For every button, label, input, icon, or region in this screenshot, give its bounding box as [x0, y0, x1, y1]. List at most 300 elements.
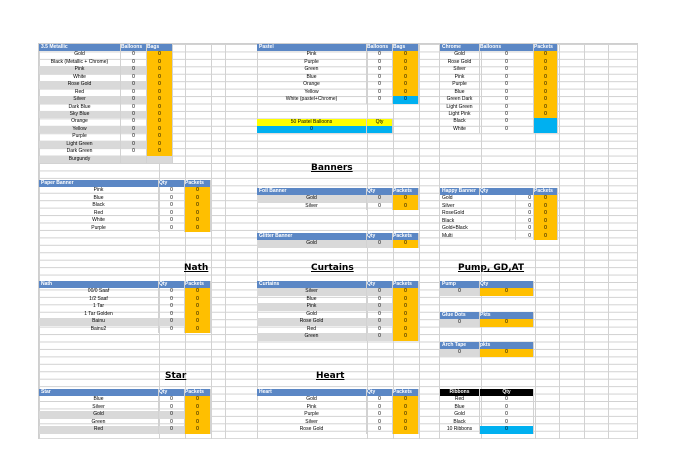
star_table-packets-cell[interactable]: 0 [185, 396, 211, 403]
heart_table-name-cell[interactable]: Rose Gold [257, 426, 367, 433]
heart_table-packets-cell[interactable]: 0 [393, 411, 419, 418]
foil_banner-packets-cell[interactable]: 0 [393, 195, 419, 202]
balloons-name-cell[interactable]: Burgundy [39, 156, 121, 163]
chrome-qty-cell[interactable]: 0 [480, 104, 534, 111]
ribbons-row [440, 411, 534, 418]
balloons-qty-cell[interactable]: 0 [121, 104, 147, 111]
heart_table-packets-cell[interactable]: 0 [393, 404, 419, 411]
nath_table-name-cell[interactable]: 1 Tar Golden [39, 311, 159, 318]
curtains_table-name-cell[interactable]: Red [257, 326, 367, 333]
pastel-header-0: Pastel [257, 44, 367, 51]
star_table-qty-cell[interactable]: 0 [159, 419, 185, 426]
chrome-name-cell[interactable]: Rose Gold [440, 59, 480, 66]
pastel-qty-cell[interactable]: 0 [367, 74, 393, 81]
pastel-packets-cell[interactable]: 0 [393, 96, 419, 103]
ribbons-name-cell[interactable]: 10 Ribbons [440, 426, 480, 433]
happy_banner-row [440, 233, 558, 240]
star-table [39, 389, 211, 434]
chrome-packets-cell[interactable]: 0 [534, 59, 558, 66]
balloons-row [39, 89, 173, 96]
happy_banner-row [440, 210, 558, 217]
balloons-packets-cell[interactable]: 0 [147, 133, 173, 140]
paper_banner-packets-cell[interactable]: 0 [185, 187, 211, 194]
balloons-name-cell[interactable]: Pink [39, 66, 121, 73]
balloons-packets-cell[interactable]: 0 [147, 51, 173, 58]
pastel-name-cell[interactable]: Pink [257, 51, 367, 58]
balloons-row [39, 59, 173, 66]
happy_banner-name-cell[interactable]: Black [440, 218, 516, 225]
glitter_banner-header-0: Glitter Banner [257, 233, 367, 240]
paper_banner-packets-cell[interactable]: 0 [185, 195, 211, 202]
chrome-row [440, 59, 558, 66]
heart_table-name-cell[interactable]: Gold [257, 396, 367, 403]
pastel-packets-cell[interactable]: 0 [393, 66, 419, 73]
star_table-row [39, 426, 211, 433]
ribbons-qty-cell[interactable]: 0 [480, 411, 534, 418]
heart_table-qty-cell[interactable]: 0 [367, 411, 393, 418]
curtains_table-qty-cell[interactable]: 0 [367, 311, 393, 318]
paper_banner-qty-cell[interactable]: 0 [159, 210, 185, 217]
balloons-name-cell[interactable]: Black (Metallic + Chrome) [39, 59, 121, 66]
balloons-qty-cell[interactable] [121, 156, 147, 163]
glitter-banner-table [257, 233, 419, 248]
pastel-qty-cell[interactable]: 0 [367, 66, 393, 73]
ribbons-name-cell[interactable]: Red [440, 396, 480, 403]
nath_table-name-cell[interactable]: Bainu2 [39, 326, 159, 333]
happy_banner-row [440, 225, 558, 232]
pastel-qty-cell[interactable]: 0 [367, 81, 393, 88]
balloons-packets-cell[interactable]: 0 [147, 96, 173, 103]
pastel-packets-cell[interactable]: 0 [393, 59, 419, 66]
star_table-name-cell[interactable]: Silver [39, 404, 159, 411]
curtains_table-packets-cell[interactable]: 0 [393, 303, 419, 310]
nath_table-packets-cell[interactable]: 0 [185, 288, 211, 295]
balloons-row [39, 148, 173, 155]
curtains_table-packets-cell[interactable]: 0 [393, 326, 419, 333]
pastel-name-cell[interactable]: Blue [257, 74, 367, 81]
pastel-name-cell[interactable]: White (pastel+Chrome) [257, 96, 367, 103]
chrome-name-cell[interactable]: Blue [440, 89, 480, 96]
balloons-packets-cell[interactable]: 0 [147, 118, 173, 125]
pastel-row [257, 59, 419, 66]
chrome-row [440, 89, 558, 96]
balloons-qty-cell[interactable]: 0 [121, 89, 147, 96]
nath_table-header-0: Nath [39, 281, 159, 288]
balloons-qty-cell[interactable]: 0 [121, 126, 147, 133]
happy_banner-name-cell[interactable]: Gold [440, 195, 516, 202]
paper_banner-header-0: Paper Banner [39, 180, 159, 187]
nath_table-qty-cell[interactable]: 0 [159, 288, 185, 295]
curtains_table-packets-cell[interactable]: 0 [393, 318, 419, 325]
nath_table-name-cell[interactable]: 1 Tar [39, 303, 159, 310]
pastel-qty-cell[interactable] [367, 126, 393, 133]
nath_table-qty-cell[interactable]: 0 [159, 326, 185, 333]
happy_banner-packets-cell[interactable]: 0 [534, 210, 558, 217]
paper_banner-name-cell[interactable]: White [39, 217, 159, 224]
chrome-packets-cell[interactable]: 0 [534, 74, 558, 81]
chrome-qty-cell[interactable]: 0 [480, 96, 534, 103]
happy_banner-header-2: Packets [534, 188, 558, 195]
nath_table-name-cell[interactable]: 00/0 Saaf [39, 288, 159, 295]
paper_banner-name-cell[interactable]: Black [39, 202, 159, 209]
nath_table-packets-cell[interactable]: 0 [185, 311, 211, 318]
curtains_table-qty-cell[interactable]: 0 [367, 288, 393, 295]
ribbons-qty-cell[interactable]: 0 [480, 419, 534, 426]
curtains_table-row [257, 333, 419, 340]
balloons-name-cell[interactable]: Purple [39, 133, 121, 140]
chrome-packets-cell[interactable]: 0 [534, 51, 558, 58]
foil_banner-qty-cell[interactable]: 0 [367, 203, 393, 210]
nath_table-name-cell[interactable]: Bainu [39, 318, 159, 325]
happy_banner-qty-cell[interactable]: 0 [516, 210, 534, 217]
balloons-packets-cell[interactable]: 0 [147, 59, 173, 66]
curtains_table-name-cell[interactable]: Green [257, 333, 367, 340]
heart_table-qty-cell[interactable]: 0 [367, 426, 393, 433]
pastel-row [257, 81, 419, 88]
pump-row [440, 288, 534, 295]
pump-table [440, 281, 534, 296]
pastel-row [257, 74, 419, 81]
ribbons-name-cell[interactable]: Blue [440, 404, 480, 411]
chrome-packets-cell[interactable]: 0 [534, 104, 558, 111]
balloons-name-cell[interactable]: Red [39, 89, 121, 96]
balloons-row [39, 141, 173, 148]
balloons-row [39, 81, 173, 88]
balloons-name-cell[interactable]: Orange [39, 118, 121, 125]
heart-table [257, 389, 419, 434]
pastel-balloons-label[interactable]: 50 Pastel Balloons [257, 119, 367, 126]
balloons-row [39, 118, 173, 125]
heart_table-name-cell[interactable]: Purple [257, 411, 367, 418]
curtains_table-row [257, 303, 419, 310]
chrome-qty-cell[interactable]: 0 [480, 81, 534, 88]
heart_table-header-2: Packets [393, 389, 419, 396]
chrome-qty-cell[interactable]: 0 [480, 59, 534, 66]
foil_banner-header-2: Packets [393, 188, 419, 195]
balloons-packets-cell[interactable]: 0 [147, 141, 173, 148]
glue_dots-qty-cell[interactable]: 0 [440, 319, 480, 326]
happy_banner-qty-cell[interactable]: 0 [516, 218, 534, 225]
curtains_table-name-cell[interactable]: Pink [257, 303, 367, 310]
chrome-name-cell[interactable]: Light Green [440, 104, 480, 111]
arch_tape-header-1: pkts [480, 342, 534, 349]
balloons-row [39, 133, 173, 140]
glitter_banner-packets-cell[interactable]: 0 [393, 240, 419, 247]
chrome-name-cell[interactable]: Green Dark [440, 96, 480, 103]
foil_banner-qty-cell[interactable]: 0 [367, 195, 393, 202]
curtains_table-header-2: Packets [393, 281, 419, 288]
pastel-qty-cell[interactable]: 0 [367, 51, 393, 58]
pastel-qty-cell[interactable]: 0 [367, 59, 393, 66]
heart_table-name-cell[interactable]: Pink [257, 404, 367, 411]
paper_banner-qty-cell[interactable]: 0 [159, 195, 185, 202]
happy_banner-header-1: Qty [480, 188, 534, 195]
chrome-qty-cell[interactable]: 0 [480, 111, 534, 118]
nath_table-row [39, 318, 211, 325]
heart_table-header-1: Qty [367, 389, 393, 396]
heart_table-packets-cell[interactable]: 0 [393, 419, 419, 426]
star_table-packets-cell[interactable]: 0 [185, 426, 211, 433]
curtains_table-qty-cell[interactable]: 0 [367, 326, 393, 333]
paper_banner-name-cell[interactable]: Blue [39, 195, 159, 202]
heart_table-qty-cell[interactable]: 0 [367, 404, 393, 411]
chrome-packets-cell[interactable]: 0 [534, 81, 558, 88]
chrome-qty-cell[interactable]: 0 [480, 89, 534, 96]
arch_tape-pkts-cell[interactable]: 0 [480, 349, 534, 356]
chrome-name-cell[interactable]: Purple [440, 81, 480, 88]
pastel-row [257, 96, 419, 103]
paper_banner-qty-cell[interactable]: 0 [159, 187, 185, 194]
star_table-name-cell[interactable]: Blue [39, 396, 159, 403]
ribbons-name-cell[interactable]: Black [440, 419, 480, 426]
happy_banner-name-cell[interactable]: RoseGold [440, 210, 516, 217]
paper_banner-packets-cell[interactable]: 0 [185, 202, 211, 209]
foil_banner-packets-cell[interactable]: 0 [393, 203, 419, 210]
happy_banner-name-cell[interactable]: Silver [440, 203, 516, 210]
curtains_table-name-cell[interactable]: Silver [257, 288, 367, 295]
pastel-name-cell[interactable]: Orange [257, 81, 367, 88]
star_table-packets-cell[interactable]: 0 [185, 404, 211, 411]
curtains_table-name-cell[interactable]: Rose Gold [257, 318, 367, 325]
star_table-qty-cell[interactable]: 0 [159, 404, 185, 411]
balloons-name-cell[interactable]: Light Green [39, 141, 121, 148]
curtains_table-packets-cell[interactable]: 0 [393, 333, 419, 340]
foil_banner-row [257, 195, 419, 202]
pastel-packets-cell[interactable]: 0 [393, 74, 419, 81]
balloons-packets-cell[interactable]: 0 [147, 104, 173, 111]
pastel-table [257, 44, 419, 104]
paper_banner-name-cell[interactable]: Pink [39, 187, 159, 194]
balloons-name-cell[interactable]: Dark Green [39, 148, 121, 155]
balloons-row [39, 156, 173, 163]
balloons-qty-cell[interactable]: 0 [121, 51, 147, 58]
pastel-row [257, 66, 419, 73]
happy_banner-packets-cell[interactable]: 0 [534, 195, 558, 202]
star_table-packets-cell[interactable]: 0 [185, 411, 211, 418]
star_table-name-cell[interactable]: Red [39, 426, 159, 433]
balloons-qty-cell[interactable]: 0 [121, 59, 147, 66]
happy_banner-qty-cell[interactable]: 0 [516, 203, 534, 210]
balloons-packets-cell[interactable]: 0 [147, 148, 173, 155]
happy_banner-qty-cell[interactable]: 0 [516, 195, 534, 202]
chrome-qty-cell[interactable]: 0 [480, 74, 534, 81]
chrome-packets-cell[interactable]: 0 [534, 96, 558, 103]
happy_banner-packets-cell[interactable]: 0 [534, 203, 558, 210]
chrome-name-cell[interactable]: Light Pink [440, 111, 480, 118]
chrome-name-cell[interactable]: Pink [440, 74, 480, 81]
curtains_table-row [257, 288, 419, 295]
paper_banner-packets-cell[interactable]: 0 [185, 210, 211, 217]
nath_table-header-1: Qty [159, 281, 185, 288]
heart_table-packets-cell[interactable]: 0 [393, 426, 419, 433]
chrome-name-cell[interactable]: Gold [440, 51, 480, 58]
nath_table-packets-cell[interactable]: 0 [185, 296, 211, 303]
balloons-name-cell[interactable]: Silver [39, 96, 121, 103]
paper_banner-packets-cell[interactable]: 0 [185, 217, 211, 224]
balloons-qty-cell[interactable]: 0 [121, 74, 147, 81]
paper_banner-name-cell[interactable]: Red [39, 210, 159, 217]
chrome-qty-cell[interactable]: 0 [480, 51, 534, 58]
balloons-qty-cell[interactable]: 0 [121, 111, 147, 118]
ribbons-qty-cell[interactable]: 0 [480, 404, 534, 411]
curtains_table-packets-cell[interactable]: 0 [393, 311, 419, 318]
paper-banner-table [39, 180, 211, 232]
curtains_table-row [257, 318, 419, 325]
foil_banner-header-1: Qty [367, 188, 393, 195]
chrome-packets-cell[interactable] [534, 118, 558, 125]
nath_table-qty-cell[interactable]: 0 [159, 303, 185, 310]
star_table-qty-cell[interactable]: 0 [159, 426, 185, 433]
paper_banner-packets-cell[interactable]: 0 [185, 225, 211, 232]
glue_dots-header-0: Glue Dots [440, 312, 480, 319]
balloons-packets-cell[interactable]: 0 [147, 111, 173, 118]
chrome-name-cell[interactable]: White [440, 126, 480, 133]
pastel-packets-cell[interactable]: 0 [393, 81, 419, 88]
ribbons-qty-cell[interactable]: 0 [480, 396, 534, 403]
balloons-row [39, 104, 173, 111]
ribbons-header-1: Qty [480, 389, 534, 396]
heart_table-qty-cell[interactable]: 0 [367, 419, 393, 426]
balloons-packets-cell[interactable]: 0 [147, 74, 173, 81]
star_table-qty-cell[interactable]: 0 [159, 396, 185, 403]
curtains_table-header-0: Curtains [257, 281, 367, 288]
star_table-name-cell[interactable]: Green [39, 419, 159, 426]
chrome-row [440, 118, 558, 125]
banners-title: Banners [311, 163, 353, 173]
glitter_banner-qty-cell[interactable]: 0 [367, 240, 393, 247]
curtains_table-name-cell[interactable]: Blue [257, 296, 367, 303]
pump-pkts-cell[interactable]: 0 [480, 288, 534, 295]
balloons-qty-cell[interactable]: 0 [121, 96, 147, 103]
chrome-packets-cell[interactable] [534, 126, 558, 133]
nath_table-packets-cell[interactable]: 0 [185, 303, 211, 310]
balloons-packets-cell[interactable]: 0 [147, 81, 173, 88]
heart_table-row [257, 411, 419, 418]
paper_banner-row [39, 187, 211, 194]
curtains_table-qty-cell[interactable]: 0 [367, 318, 393, 325]
happy_banner-packets-cell[interactable]: 0 [534, 218, 558, 225]
pastel-name-cell[interactable]: Green [257, 66, 367, 73]
chrome-packets-cell[interactable]: 0 [534, 66, 558, 73]
chrome-name-cell[interactable]: Black [440, 118, 480, 125]
happy_banner-qty-cell[interactable]: 0 [516, 225, 534, 232]
ribbons-row [440, 419, 534, 426]
nath-title: Nath [184, 263, 209, 273]
balloons-packets-cell[interactable] [147, 156, 173, 163]
pastel-qty-value[interactable]: 0 [257, 126, 367, 133]
heart_table-packets-cell[interactable]: 0 [393, 396, 419, 403]
pastel-packets-cell[interactable]: 0 [393, 89, 419, 96]
paper_banner-qty-cell[interactable]: 0 [159, 217, 185, 224]
pastel-qty-cell[interactable]: 0 [367, 96, 393, 103]
happy_banner-packets-cell[interactable]: 0 [534, 233, 558, 240]
pastel-qty-cell[interactable]: 0 [367, 89, 393, 96]
nath_table-qty-cell[interactable]: 0 [159, 318, 185, 325]
balloons-qty-cell[interactable]: 0 [121, 141, 147, 148]
paper_banner-name-cell[interactable]: Purple [39, 225, 159, 232]
foil_banner-header-0: Foil Banner [257, 188, 367, 195]
foil_banner-name-cell[interactable]: Silver [257, 203, 367, 210]
arch_tape-qty-cell[interactable]: 0 [440, 349, 480, 356]
ribbons-qty-cell[interactable]: 0 [480, 426, 534, 433]
chrome-row [440, 126, 558, 133]
balloons-qty-cell[interactable]: 0 [121, 81, 147, 88]
balloons-qty-cell[interactable]: 0 [121, 118, 147, 125]
curtains_table-packets-cell[interactable]: 0 [393, 296, 419, 303]
balloons-name-cell[interactable]: Rose Gold [39, 81, 121, 88]
happy_banner-row [440, 218, 558, 225]
chrome-qty-cell[interactable]: 0 [480, 126, 534, 133]
chrome-name-cell[interactable]: Silver [440, 66, 480, 73]
pastel-packets-cell[interactable]: 0 [393, 51, 419, 58]
curtains_table-qty-cell[interactable]: 0 [367, 303, 393, 310]
pastel-qty-label[interactable]: Qty [367, 119, 393, 126]
nath_table-name-cell[interactable]: 1/2 Saaf [39, 296, 159, 303]
happy_banner-packets-cell[interactable]: 0 [534, 225, 558, 232]
nath_table-qty-cell[interactable]: 0 [159, 311, 185, 318]
pastel-row [257, 51, 419, 58]
nath_table-row [39, 326, 211, 333]
star_table-packets-cell[interactable]: 0 [185, 419, 211, 426]
curtains_table-qty-cell[interactable]: 0 [367, 296, 393, 303]
balloons-name-cell[interactable]: White [39, 74, 121, 81]
balloons-name-cell[interactable]: Yellow [39, 126, 121, 133]
nath_table-packets-cell[interactable]: 0 [185, 326, 211, 333]
pump-qty-cell[interactable]: 0 [440, 288, 480, 295]
curtains_table-name-cell[interactable]: Gold [257, 311, 367, 318]
chrome-qty-cell[interactable]: 0 [480, 66, 534, 73]
balloons-qty-cell[interactable]: 0 [121, 133, 147, 140]
balloons-qty-cell[interactable]: 0 [121, 148, 147, 155]
chrome-packets-cell[interactable]: 0 [534, 111, 558, 118]
pastel-name-cell[interactable]: Yellow [257, 89, 367, 96]
chrome-packets-cell[interactable]: 0 [534, 89, 558, 96]
curtains_table-qty-cell[interactable]: 0 [367, 333, 393, 340]
nath_table-packets-cell[interactable]: 0 [185, 318, 211, 325]
pastel-name-cell[interactable]: Purple [257, 59, 367, 66]
balloons-row [39, 74, 173, 81]
pump-title: Pump, GD,AT [458, 263, 525, 273]
glitter_banner-name-cell[interactable]: Gold [257, 240, 367, 247]
balloons-header-0: 3.5 Metallic [39, 44, 121, 51]
glue_dots-pkts-cell[interactable]: 0 [480, 319, 534, 326]
balloons-packets-cell[interactable]: 0 [147, 66, 173, 73]
happy_banner-name-cell[interactable]: Multi [440, 233, 516, 240]
star_table-header-2: Packets [185, 389, 211, 396]
paper_banner-header-1: Qty [159, 180, 185, 187]
balloons-packets-cell[interactable]: 0 [147, 126, 173, 133]
star_table-name-cell[interactable]: Gold [39, 411, 159, 418]
star_table-qty-cell[interactable]: 0 [159, 411, 185, 418]
balloons-name-cell[interactable]: Dark Blue [39, 104, 121, 111]
curtains_table-packets-cell[interactable]: 0 [393, 288, 419, 295]
foil_banner-name-cell[interactable]: Gold [257, 195, 367, 202]
paper_banner-qty-cell[interactable]: 0 [159, 202, 185, 209]
balloons-name-cell[interactable]: Gold [39, 51, 121, 58]
balloons-name-cell[interactable]: Sky Blue [39, 111, 121, 118]
paper_banner-qty-cell[interactable]: 0 [159, 225, 185, 232]
heart_table-qty-cell[interactable]: 0 [367, 396, 393, 403]
chrome-qty-cell[interactable]: 0 [480, 118, 534, 125]
balloons-packets-cell[interactable]: 0 [147, 89, 173, 96]
happy_banner-name-cell[interactable]: Gold+Black [440, 225, 516, 232]
happy_banner-qty-cell[interactable]: 0 [516, 233, 534, 240]
heart_table-name-cell[interactable]: Silver [257, 419, 367, 426]
heart_table-row [257, 419, 419, 426]
balloons-qty-cell[interactable]: 0 [121, 66, 147, 73]
nath_table-qty-cell[interactable]: 0 [159, 296, 185, 303]
ribbons-name-cell[interactable]: Gold [440, 411, 480, 418]
